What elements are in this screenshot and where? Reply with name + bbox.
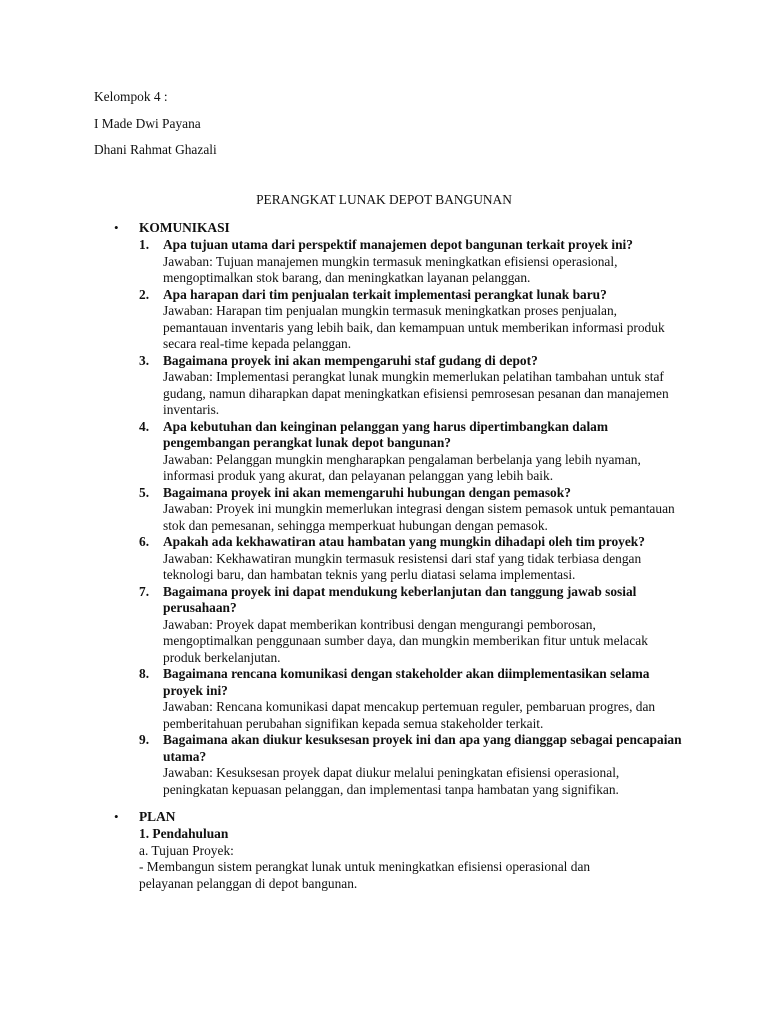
plan-subheading: 1. Pendahuluan — [139, 826, 229, 841]
section-heading: KOMUNIKASI — [139, 220, 230, 235]
list-item — [0, 666, 683, 732]
item-number: 4. — [139, 418, 150, 434]
answer-text: Jawaban: Implementasi perangkat lunak mungkin memerlukan pelatihan tambahan untuk staf gudang, namun diharapkan dapat meningkatkan efisiensi pemrosesan pesanan dan manajemen inventaris. — [163, 369, 669, 417]
item-number: 8. — [139, 666, 150, 681]
question-text: Apakah ada kekhawatiran atau hambatan yang mungkin dihadapi oleh tim proyek? — [163, 534, 645, 549]
bullet-icon: • — [114, 220, 119, 235]
member-name-1: I Made Dwi Payana — [94, 116, 201, 131]
bullet-icon: • — [114, 809, 119, 824]
list-item — [0, 237, 683, 287]
section-heading-row — [0, 220, 768, 237]
item-number: 7. — [139, 583, 150, 599]
item-number: 2. — [139, 286, 150, 302]
plan-body — [0, 826, 639, 892]
item-number: 3. — [139, 352, 150, 368]
list-item — [0, 534, 683, 584]
question-text: Bagaimana proyek ini akan mempengaruhi staf gudang di depot? — [163, 352, 538, 368]
plan-item-text: - Membangun sistem perangkat lunak untuk meningkatkan efisiensi operasional dan pelayanan pelanggan di depot bangunan. — [139, 859, 591, 891]
answer-text: Jawaban: Kekhawatiran mungkin termasuk resistensi dari staf yang tidak terbiasa dengan teknologi baru, dan hambatan teknis yang perlu diatasi selama implementasi. — [163, 550, 642, 582]
plan-item-label: a. Tujuan Proyek: — [139, 842, 234, 858]
section-heading-row — [0, 809, 768, 826]
question-text: Bagaimana akan diukur kesuksesan proyek ini dan apa yang dianggap sebagai pencapaian utama? — [163, 732, 682, 764]
list-item — [0, 287, 683, 353]
answer-text: Jawaban: Proyek dapat memberikan kontribusi dengan mengurangi pemborosan, mengoptimalkan penggunaan sumber daya, dan mungkin memberikan fitur untuk melacak produk berkelanjutan. — [163, 616, 648, 665]
section-plan — [0, 809, 768, 892]
answer-text: Jawaban: Tujuan manajemen mungkin termasuk meningkatkan efisiensi operasional, mengoptimalkan stok barang, dan meningkatkan layanan pelanggan. — [163, 253, 618, 285]
answer-text: Jawaban: Pelanggan mungkin mengharapkan pengalaman berbelanja yang lebih nyaman, informasi produk yang akurat, dan pelayanan pelanggan yang lebih baik. — [163, 451, 641, 483]
answer-text: Jawaban: Harapan tim penjualan mungkin termasuk meningkatkan proses penjualan, pemantauan inventaris yang lebih baik, dan kemampuan untuk memberikan informasi produk secara real-time kepada pelanggan. — [163, 303, 665, 351]
list-item — [0, 485, 683, 535]
list-item — [0, 584, 683, 667]
question-text: Bagaimana proyek ini akan memengaruhi hubungan dengan pemasok? — [163, 484, 571, 500]
question-text: Apa kebutuhan dan keinginan pelanggan yang harus dipertimbangkan dalam pengembangan perangkat lunak depot bangunan? — [163, 418, 609, 450]
question-text: Apa harapan dari tim penjualan terkait implementasi perangkat lunak baru? — [163, 286, 607, 302]
item-number: 6. — [139, 534, 150, 549]
document-title: PERANGKAT LUNAK DEPOT BANGUNAN — [256, 192, 512, 207]
answer-text: Jawaban: Proyek ini mungkin memerlukan integrasi dengan sistem pemasok untuk pemantauan stok dan pemesanan, sehingga memperkuat hubungan dengan pemasok. — [163, 501, 675, 533]
item-number: 1. — [139, 237, 150, 252]
list-item — [0, 732, 683, 798]
section-komunikasi — [0, 220, 768, 798]
list-item — [0, 353, 683, 419]
question-text: Bagaimana proyek ini dapat mendukung keberlanjutan dan tanggung jawab sosial perusahaan? — [163, 583, 637, 615]
answer-text: Jawaban: Kesuksesan proyek dapat diukur melalui peningkatan efisiensi operasional, peningkatan kepuasan pelanggan, dan implementasi tanpa hambatan yang signifikan. — [163, 765, 620, 797]
list-item — [0, 419, 683, 485]
question-text: Apa tujuan utama dari perspektif manajemen depot bangunan terkait proyek ini? — [163, 237, 633, 252]
member-name-2: Dhani Rahmat Ghazali — [94, 142, 217, 157]
answer-text: Jawaban: Rencana komunikasi dapat mencakup pertemuan reguler, pembaruan progres, dan pemberitahuan perubahan signifikan kepada semua stakeholder terkait. — [163, 699, 656, 731]
group-label: Kelompok 4 : — [94, 89, 168, 104]
question-list — [0, 237, 768, 798]
item-number: 9. — [139, 732, 150, 747]
question-text: Bagaimana rencana komunikasi dengan stakeholder akan diimplementasikan selama proyek ini? — [163, 666, 650, 698]
section-heading: PLAN — [139, 809, 176, 824]
item-number: 5. — [139, 484, 150, 500]
